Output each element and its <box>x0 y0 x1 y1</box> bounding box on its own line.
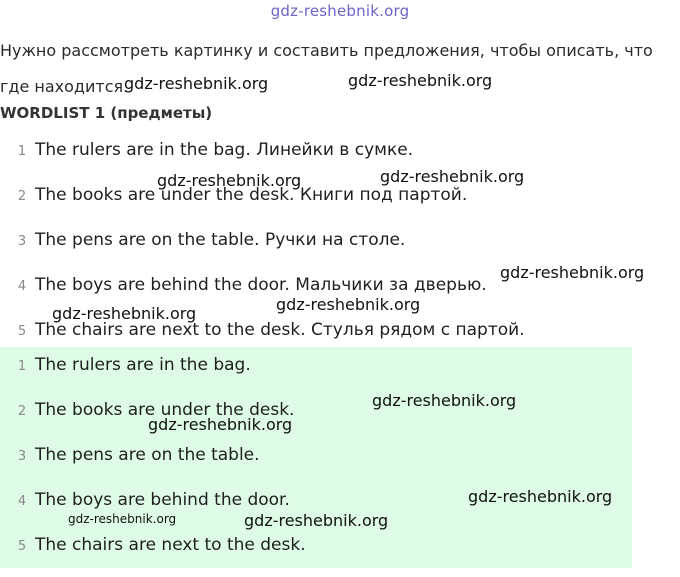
item-number: 1 <box>17 359 27 374</box>
sentence-text: The chairs are next to the desk. Стулья рядом с партой. <box>35 320 525 340</box>
item-number: 1 <box>17 144 27 159</box>
list-item <box>0 442 632 487</box>
sentence-text: The rulers are in the bag. Линейки в сумке. <box>35 140 414 160</box>
watermark-text: gdz-reshebnik.org <box>276 295 421 314</box>
item-number: 2 <box>17 189 27 204</box>
list-item <box>0 137 640 182</box>
watermark-text: gdz-reshebnik.org <box>468 487 613 506</box>
site-header-link[interactable]: gdz-reshebnik.org <box>270 2 410 20</box>
item-number: 4 <box>17 494 27 509</box>
watermark-text: gdz-reshebnik.org <box>372 391 517 410</box>
list-item <box>0 487 632 532</box>
list-item <box>0 532 632 577</box>
list-item <box>0 272 640 317</box>
sentence-text: The boys are behind the door. <box>35 490 290 510</box>
sentence-text: The pens are on the table. <box>35 445 260 465</box>
list-item <box>0 182 640 227</box>
watermark-text: gdz-reshebnik.org <box>348 71 493 90</box>
item-number: 2 <box>17 404 27 419</box>
watermark-text: gdz-reshebnik.org <box>157 171 302 190</box>
task-instruction: Нужно рассмотреть картинку и составить предложения, чтобы описать, что где находится. <box>0 41 653 96</box>
sentence-text: The books are under the desk. Книги под партой. <box>35 185 468 205</box>
list-item <box>0 397 632 442</box>
sentence-text: The chairs are next to the desk. <box>35 535 306 555</box>
watermark-text: gdz-reshebnik.org <box>244 511 389 530</box>
item-number: 4 <box>17 279 27 294</box>
sentence-text: The books are under the desk. <box>35 400 295 420</box>
item-number: 3 <box>17 234 27 249</box>
watermark-text: gdz-reshebnik.org <box>148 415 293 434</box>
sentence-text: The rulers are in the bag. <box>35 355 251 375</box>
item-number: 3 <box>17 449 27 464</box>
sentence-text: The pens are on the table. Ручки на столе. <box>35 230 406 250</box>
watermark-text: gdz-reshebnik.org <box>124 74 269 93</box>
item-number: 5 <box>17 539 27 554</box>
answer-sentence-list <box>0 347 632 568</box>
watermark-text: gdz-reshebnik.org <box>68 512 177 526</box>
watermark-text: gdz-reshebnik.org <box>500 263 645 282</box>
translated-sentence-list <box>0 137 640 362</box>
watermark-text: gdz-reshebnik.org <box>380 167 525 186</box>
item-number: 5 <box>17 324 27 339</box>
list-item <box>0 352 632 397</box>
watermark-text: gdz-reshebnik.org <box>52 304 197 323</box>
list-item <box>0 227 640 272</box>
sentence-text: The boys are behind the door. Мальчики за дверью. <box>35 275 487 295</box>
wordlist-heading: WORDLIST 1 (предметы) <box>0 104 213 122</box>
